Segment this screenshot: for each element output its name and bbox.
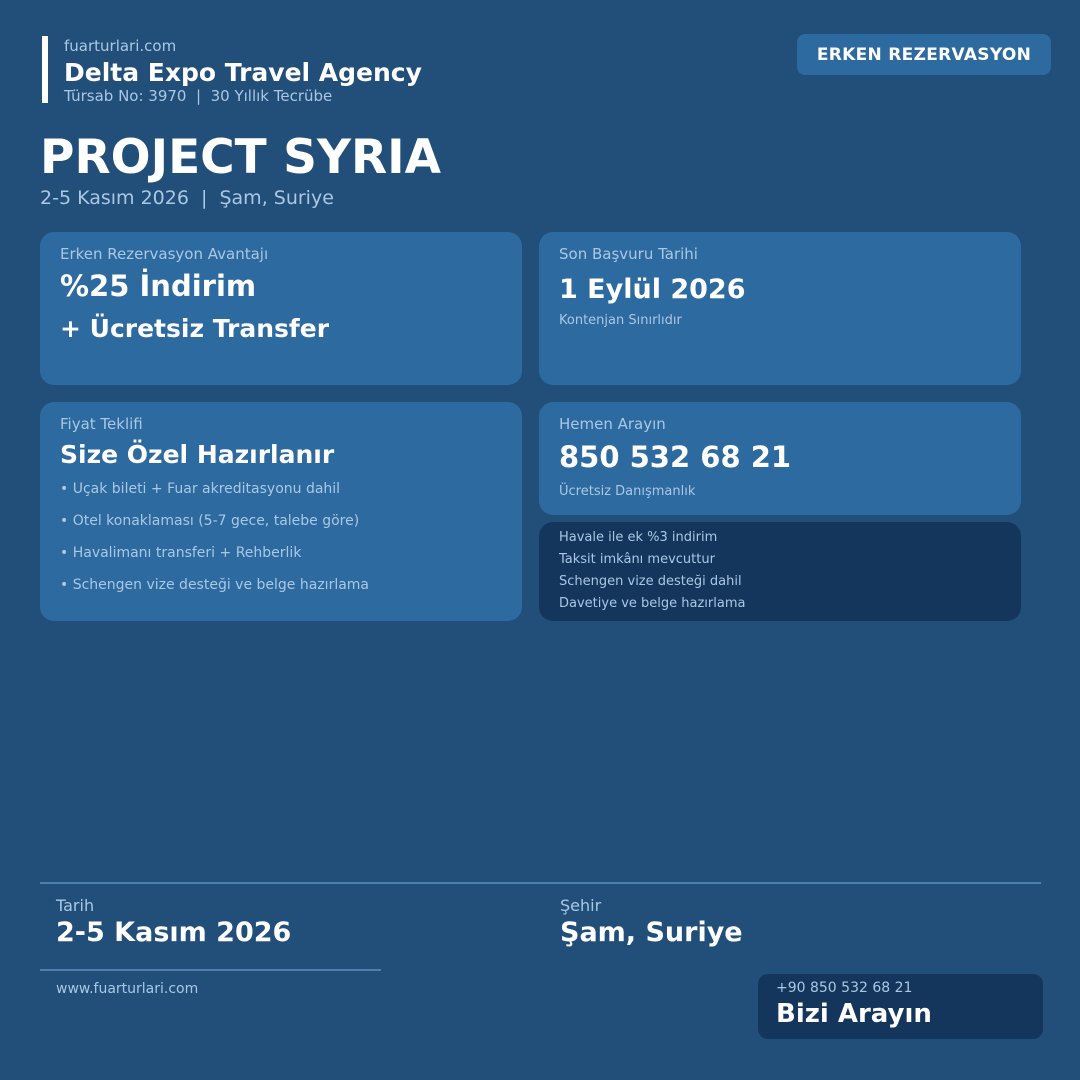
call-phone[interactable]: 850 532 68 21 xyxy=(559,440,792,474)
footer-phone[interactable]: +90 850 532 68 21 xyxy=(776,980,913,996)
price-bullet: • Uçak bileti + Fuar akreditasyonu dahil xyxy=(60,481,341,497)
website-divider xyxy=(40,969,381,971)
website-link[interactable]: www.fuarturlari.com xyxy=(56,981,199,997)
price-bullet: • Schengen vize desteği ve belge hazırlama xyxy=(60,577,370,593)
footer-divider xyxy=(40,882,1041,884)
price-value: Size Özel Hazırlanır xyxy=(60,440,335,469)
call-us-button[interactable]: Bizi Arayın xyxy=(776,999,932,1029)
early-booking-badge: ERKEN REZERVASYON xyxy=(797,34,1051,75)
price-label: Fiyat Teklifi xyxy=(60,415,143,433)
event-subtitle: 2-5 Kasım 2026 | Şam, Suriye xyxy=(40,187,334,209)
deadline-value: 1 Eylül 2026 xyxy=(559,274,746,305)
transfer-offer: + Ücretsiz Transfer xyxy=(60,314,330,343)
price-bullet: • Otel konaklaması (5-7 gece, talebe göre) xyxy=(60,513,360,529)
extras-item: Davetiye ve belge hazırlama xyxy=(559,596,746,611)
call-us-box[interactable] xyxy=(758,974,1043,1039)
call-label: Hemen Arayın xyxy=(559,415,666,433)
site-name: fuarturlari.com xyxy=(64,37,177,55)
extras-item: Taksit imkânı mevcuttur xyxy=(559,552,715,567)
extras-item: Havale ile ek %3 indirim xyxy=(559,530,718,545)
early-booking-card xyxy=(40,232,522,385)
call-card xyxy=(539,402,1021,515)
price-card xyxy=(40,402,522,621)
price-bullet: • Havalimanı transferi + Rehberlik xyxy=(60,545,302,561)
accent-bar xyxy=(42,36,48,103)
discount-value: %25 İndirim xyxy=(60,269,257,303)
extras-card xyxy=(539,522,1021,621)
city-label: Şehir xyxy=(560,896,602,915)
event-title: PROJECT SYRIA xyxy=(40,130,442,185)
tursab-info: Türsab No: 3970 | 30 Yıllık Tecrübe xyxy=(64,87,333,105)
date-value: 2-5 Kasım 2026 xyxy=(56,917,292,948)
early-booking-label: Erken Rezervasyon Avantajı xyxy=(60,245,269,263)
deadline-card xyxy=(539,232,1021,385)
deadline-note: Kontenjan Sınırlıdır xyxy=(559,313,682,328)
date-label: Tarih xyxy=(56,896,95,915)
call-note: Ücretsiz Danışmanlık xyxy=(559,484,696,499)
extras-item: Schengen vize desteği dahil xyxy=(559,574,742,589)
city-value: Şam, Suriye xyxy=(560,917,743,948)
deadline-label: Son Başvuru Tarihi xyxy=(559,245,698,263)
agency-name: Delta Expo Travel Agency xyxy=(64,58,422,87)
